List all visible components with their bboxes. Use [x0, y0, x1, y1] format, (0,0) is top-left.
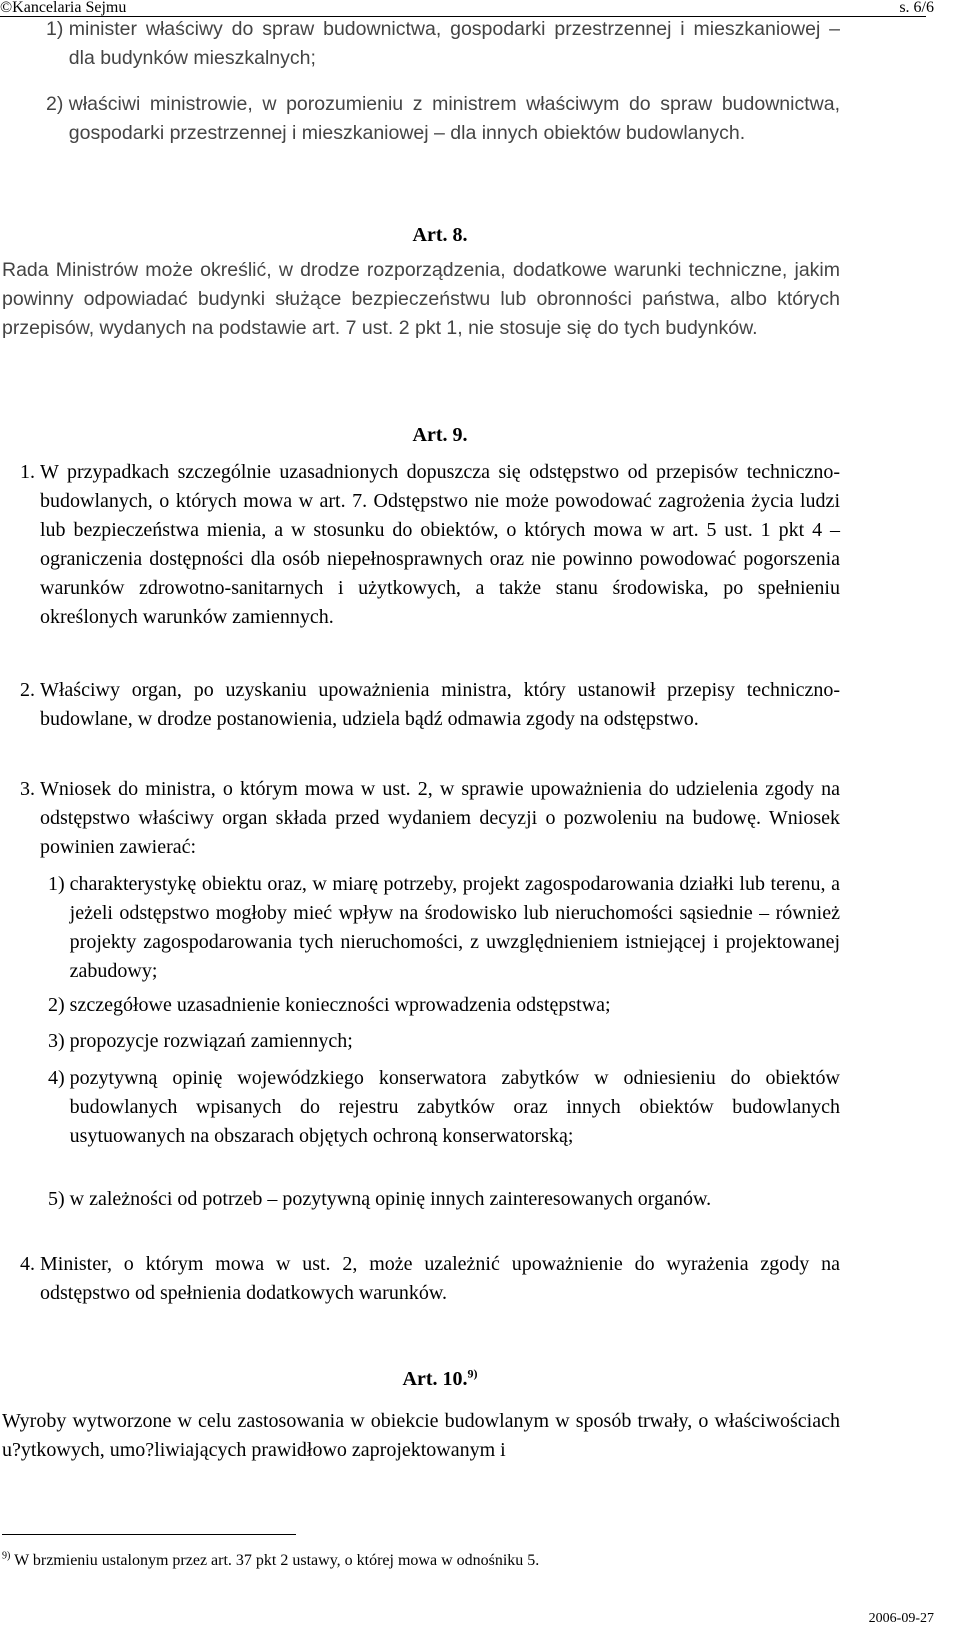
art-8-text: Rada Ministrów może określić, w drodze rozporządzenia, dodatkowe warunki techniczne, jakim powinny odpowiadać budynki służące bezpieczeństwu lub obronności państwa, albo których przepisów, wydanych na podstawie art. 7 ust. 2 pkt 1, nie stosuje się do tych budynków. [2, 259, 840, 339]
art-9-point-2: 2) szczegółowe uzasadnienie konieczności wprowadzenia odstępstwa; [48, 994, 611, 1016]
art-10-heading-text: Art. 10. [402, 1368, 468, 1390]
footnote-mark: 9) [2, 1550, 11, 1562]
art-9-point-3: 3) propozycje rozwiązań zamiennych; [48, 1030, 353, 1052]
document-date: 2006-09-27 [868, 1611, 934, 1626]
footnote-rule [2, 1534, 296, 1535]
art-10-heading [0, 1368, 880, 1391]
top-item-1: 1) minister właściwy do spraw budownictwa, gospodarki przestrzennej i mieszkaniowej – dla budynków mieszkalnych; [46, 18, 840, 69]
art-8-heading: Art. 8. [412, 224, 468, 246]
footnote-text: W brzmieniu ustalonym przez art. 37 pkt 2 ustawy, o której mowa w odnośniku 5. [14, 1552, 540, 1569]
art-9-ust-1: 1. W przypadkach szczególnie uzasadnionych dopuszcza się odstępstwo od przepisów techniczno-budowlanych, o których mowa w art. 7. Odstępstwo nie może powodować zagrożenia życia ludzi lub bezpieczeństwa mienia, a w stosunku do obiektów, o których mowa w art. 5 ust. 1 pkt 4 – ograniczenia dostępności dla osób niepełnosprawnych oraz nie powinno powodować pogorszenia warunków zdrowotno-sanitarnych i użytkowych, a także stanu środowiska, po spełnieniu określonych warunków zamiennych. [20, 461, 840, 628]
art-9-point-5: 5) w zależności od potrzeb – pozytywną opinię innych zainteresowanych organów. [48, 1188, 712, 1210]
art-9-point-4: 4) pozytywną opinię wojewódzkiego konserwatora zabytków w odniesieniu do obiektów budowlanych wpisanych do rejestru zabytków oraz innych obiektów budowlanych usytuowanych na obszarach objętych ochroną konserwatorską; [48, 1067, 840, 1147]
art-9-heading: Art. 9. [412, 424, 468, 446]
footnote [2, 1552, 539, 1570]
top-item-2: 2) właściwi ministrowie, w porozumieniu z ministrem właściwym do spraw budownictwa, gospodarki przestrzennej i mieszkaniowej – dla innych obiektów budowlanych. [46, 93, 840, 144]
art-10-text: Wyroby wytworzone w celu zastosowania w obiekcie budowlanym w sposób trwały, o właściwościach u?ytkowych, umo?liwiających prawidłowo zaprojektowanym i [2, 1410, 840, 1461]
header-left: ©Kancelaria Sejmu [0, 0, 127, 16]
art-9-ust-3: 3. Wniosek do ministra, o którym mowa w ust. 2, w sprawie upoważnienia do udzielenia zgody na odstępstwo właściwy organ składa przed wydaniem decyzji o pozwoleniu na budowę. Wniosek powinien zawierać: [20, 778, 840, 858]
art-9-point-1: 1) charakterystykę obiektu oraz, w miarę potrzeby, projekt zagospodarowania działki lub terenu, a jeżeli odstępstwo mogłoby mieć wpływ na środowisko lub nieruchomości sąsiednie – również projekty zagospodarowania tych nieruchomości, z uwzględnieniem istniejącej i projektowanej zabudowy; [48, 873, 840, 982]
art-9-ust-4: 4. Minister, o którym mowa w ust. 2, może uzależnić upoważnienie do wyrażenia zgody na odstępstwo od spełnienia dodatkowych warunków. [20, 1253, 840, 1304]
art-9-ust-2: 2. Właściwy organ, po uzyskaniu upoważnienia ministra, który ustanowił przepisy techniczno-budowlane, w drodze postanowienia, udziela bądź odmawia zgody na odstępstwo. [20, 679, 840, 730]
footnote-ref: 9) [467, 1366, 478, 1381]
page-number: s. 6/6 [899, 0, 934, 16]
